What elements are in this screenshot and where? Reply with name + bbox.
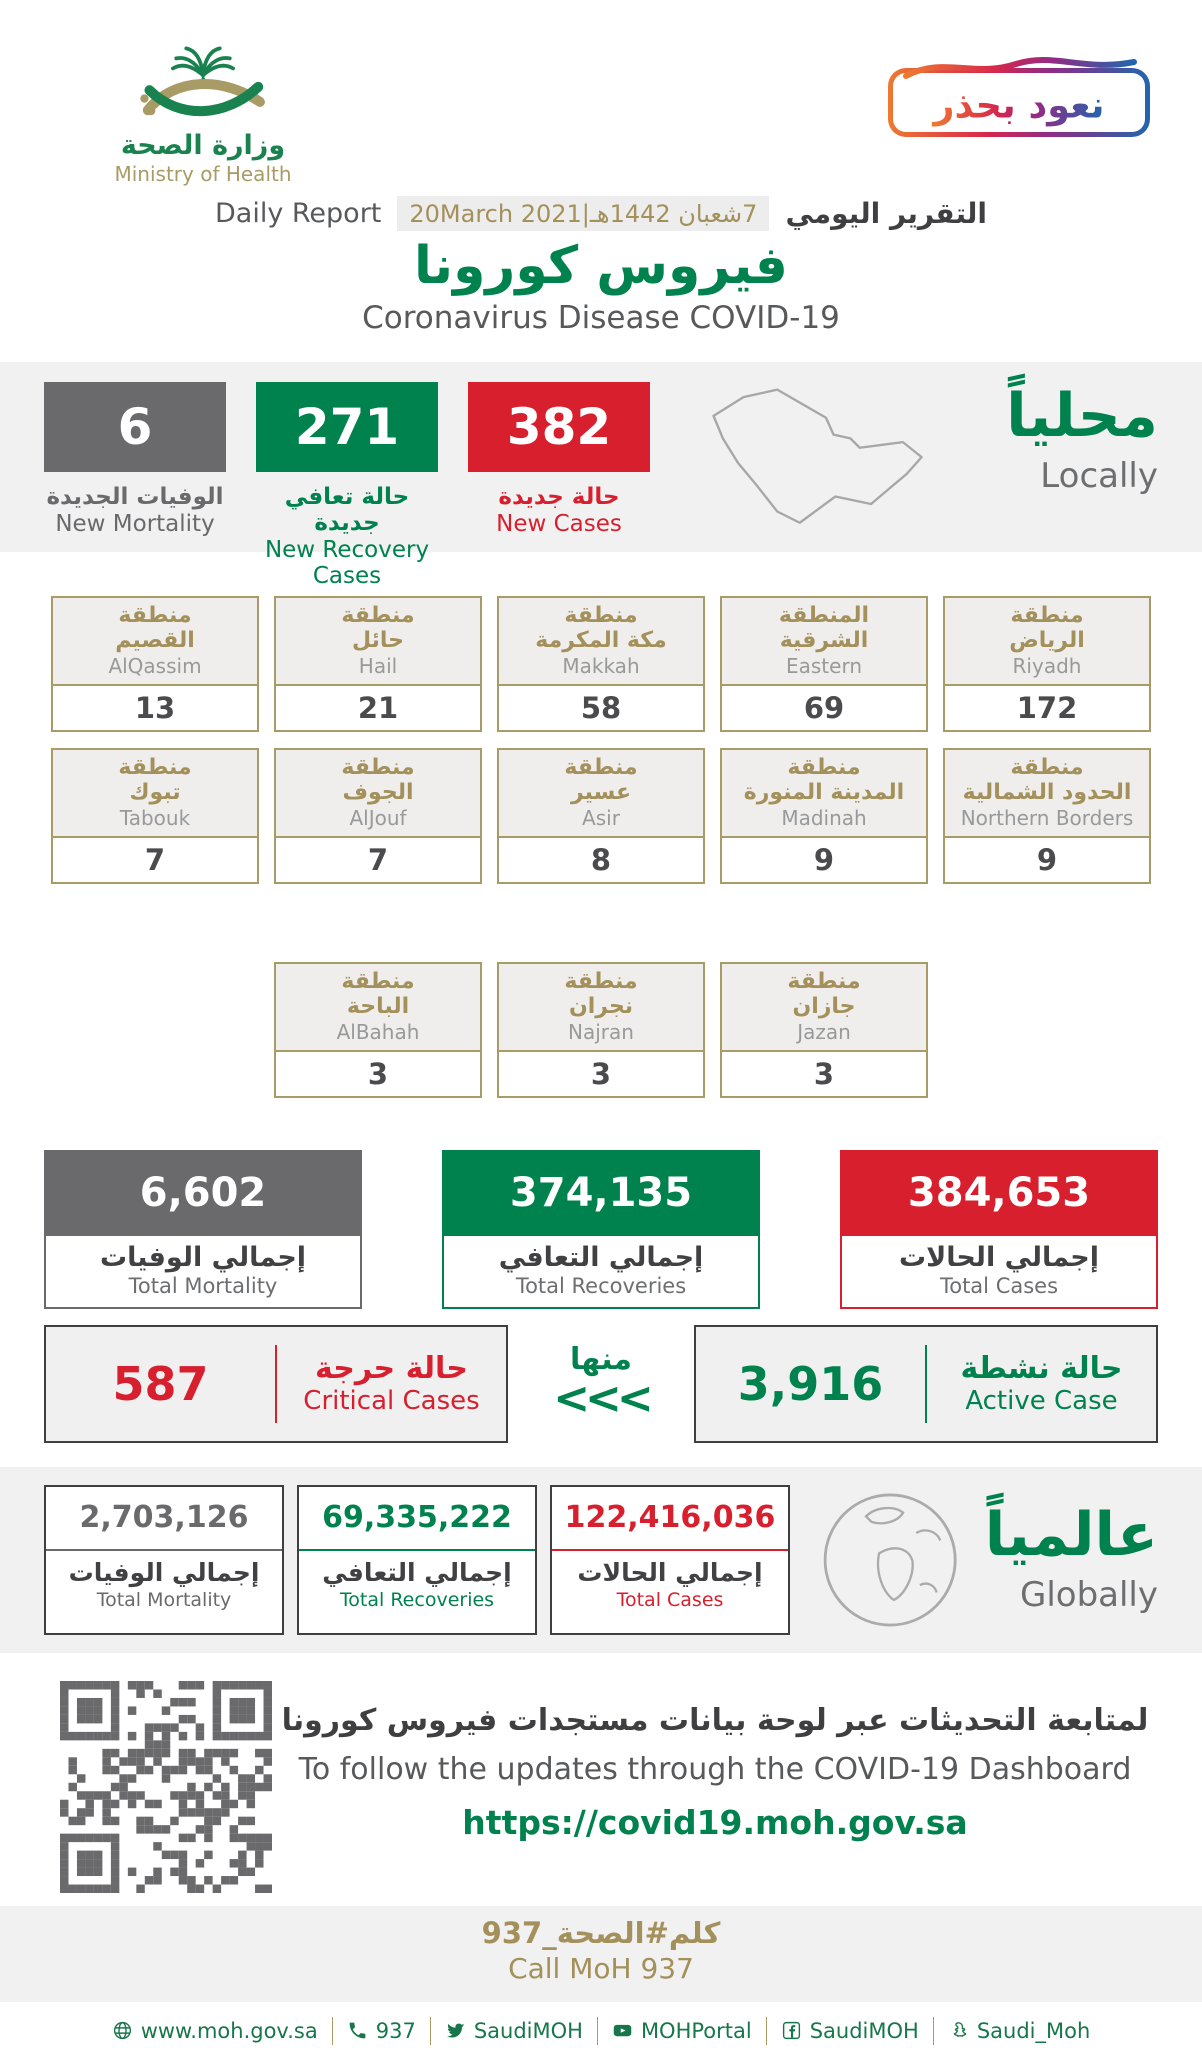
region-value: 13 [53,686,257,730]
snapchat-link-text: Saudi_Moh [976,2018,1091,2043]
of-which-label-ar: منها [570,1342,632,1378]
global-cases-label-en: Total Cases [616,1588,724,1611]
region-ar-line2: عسير [570,779,632,805]
region-value: 7 [53,838,257,882]
global-cases-card [550,1485,790,1635]
locally-label [1006,382,1158,552]
globally-label-ar: عالمياً [984,1499,1158,1570]
new-mortality-label-ar: الوفيات الجديدة [46,483,224,510]
total-mortality-card [44,1150,362,1309]
region-ar-line2: نجران [568,993,634,1019]
region-ar-line1: منطقة [118,754,192,780]
region-card-aljouf [274,748,482,884]
badge-text: نعود بحذر [933,83,1105,127]
total-mortality-value: 6,602 [44,1150,362,1236]
region-value: 9 [722,838,926,882]
link-separator [597,2017,598,2045]
region-card-asir [497,748,705,884]
link-separator [332,2017,333,2045]
global-cases-label-ar: إجمالي الحالات [577,1557,763,1587]
daily-report-label-ar: التقرير اليومي [785,197,987,230]
twitter-icon [445,2020,466,2041]
region-name-en: Najran [568,1020,634,1045]
total-recoveries-label-ar: إجمالي التعافي [498,1241,704,1273]
region-ar-line1: منطقة [564,754,638,780]
chevrons-left-icon: <<< [553,1373,649,1425]
locally-section [0,362,1202,589]
globe-icon [817,1481,967,1639]
report-date [397,196,769,231]
facebook-icon [781,2020,802,2041]
website-link[interactable] [112,2019,318,2043]
region-value: 3 [276,1052,480,1096]
new-recovery-label-ar: حالة تعافي جديدة [284,483,410,536]
totals-row [0,1150,1202,1309]
region-name-en: AlBahah [336,1020,420,1045]
region-name-en: Madinah [781,806,867,831]
region-ar-line2: الباحة [346,993,410,1019]
region-ar-line1: منطقة [1010,602,1084,628]
globally-section [0,1467,1202,1653]
region-ar-line1: منطقة [787,968,861,994]
globally-label [984,1499,1158,1615]
region-ar-line2: الرياض [1009,627,1085,653]
global-mortality-value: 2,703,126 [46,1487,282,1551]
global-recoveries-label-en: Total Recoveries [339,1588,495,1611]
region-ar-line2: الجوف [342,779,414,805]
facebook-link[interactable] [781,2019,919,2043]
moh-logo [88,40,318,186]
active-case-label-ar: حالة نشطة [960,1351,1123,1387]
region-ar-line1: منطقة [564,968,638,994]
dashboard-text [272,1681,1158,1906]
global-cases-value: 122,416,036 [552,1487,788,1551]
region-ar-line1: منطقة [787,754,861,780]
date-separator: | [581,200,590,228]
global-recoveries-card [297,1485,537,1635]
region-name-en: Makkah [562,654,640,679]
new-cases-label-ar: حالة جديدة [498,483,620,510]
saudi-arabia-map-icon [680,384,972,534]
header [0,0,1202,190]
region-name-en: Jazan [797,1020,851,1045]
region-card-najran [497,962,705,1098]
global-mortality-card [44,1485,284,1635]
region-value: 8 [499,838,703,882]
new-recovery-value: 271 [256,382,438,472]
region-ar-line1: منطقة [118,602,192,628]
global-recoveries-label-ar: إجمالي التعافي [322,1557,512,1587]
region-ar-line2: تبوك [129,779,181,805]
of-which-indicator [553,1342,649,1425]
report-date-hijri: 7شعبان 1442هـ [589,200,758,228]
critical-cases-value: 587 [112,1356,209,1411]
region-value: 69 [722,686,926,730]
region-value: 58 [499,686,703,730]
region-name-en: Tabouk [119,806,191,831]
badge-text-art [903,78,1135,130]
new-recovery-stat [256,382,438,589]
total-cases-card [840,1150,1158,1309]
region-ar-line2: جازان [792,993,856,1019]
region-card-alqassim [51,596,259,732]
logo-title-en: Ministry of Health [114,162,292,186]
region-ar-line1: منطقة [341,602,415,628]
new-mortality-label-en: New Mortality [55,510,215,537]
page-title-en: Coronavirus Disease COVID-19 [362,299,840,336]
new-cases-label-en: New Cases [496,510,622,537]
region-card-albahah [274,962,482,1098]
global-mortality-label-en: Total Mortality [96,1588,232,1611]
youtube-link[interactable] [612,2019,752,2043]
regions-row-2 [51,748,1151,884]
dashboard-url-link[interactable]: https://covid19.moh.gov.sa [462,1802,968,1842]
link-separator [766,2017,767,2045]
website-link-text: www.moh.gov.sa [140,2018,318,2043]
region-name-en: Eastern [785,654,862,679]
region-value: 3 [499,1052,703,1096]
active-case-label-en: Active Case [965,1386,1118,1417]
facebook-link-text: SaudiMOH [809,2018,919,2043]
locally-label-en: Locally [1040,455,1158,496]
globally-label-en: Globally [1019,1574,1158,1615]
region-value: 3 [722,1052,926,1096]
dashboard-line-en: To follow the updates through the COVID-19 Dashboard [298,1751,1132,1787]
global-mortality-label-ar: إجمالي الوفيات [68,1557,260,1587]
region-ar-line1: منطقة [564,602,638,628]
link-separator [430,2017,431,2045]
badge-wave-icon [902,52,1138,82]
total-mortality-label-en: Total Mortality [128,1273,278,1298]
new-cases-stat [468,382,650,552]
active-case-box [694,1325,1158,1443]
phone-link[interactable] [347,2019,416,2043]
regions-grid [0,552,1202,1098]
region-name-en: Hail [358,654,398,679]
critical-active-row [0,1325,1202,1443]
region-value: 9 [945,838,1149,882]
region-card-eastern [720,596,928,732]
logo-title-ar: وزارة الصحة [120,130,286,161]
region-card-madinah [720,748,928,884]
total-cases-label-ar: إجمالي الحالات [898,1241,1100,1273]
youtube-link-text: MOHPortal [640,2018,752,2043]
region-name-en: Northern Borders [960,806,1134,831]
region-name-en: Riyadh [1012,654,1082,679]
region-name-en: AlQassim [108,654,202,679]
total-recoveries-label-en: Total Recoveries [515,1273,687,1298]
region-ar-line1: منطقة [341,968,415,994]
call-moh-en: Call MoH 937 [508,1951,694,1985]
total-mortality-label-ar: إجمالي الوفيات [99,1241,307,1273]
social-links-bar [0,2002,1202,2048]
snapchat-link[interactable] [948,2019,1090,2043]
page-title-ar: فيروس كورونا [414,236,788,296]
region-card-jazan [720,962,928,1098]
region-ar-line1: منطقة [1010,754,1084,780]
twitter-link[interactable] [445,2019,583,2043]
region-ar-line2: الحدود الشمالية [962,779,1132,805]
dashboard-section [0,1653,1202,1906]
region-card-tabouk [51,748,259,884]
region-ar-line1: منطقة [341,754,415,780]
phone-icon [347,2020,368,2041]
call-moh-ar: كلم#الصحة_937 [481,1915,721,1950]
youtube-icon [612,2020,633,2041]
report-date-gregorian: 20March 2021 [409,200,582,228]
critical-cases-label-en: Critical Cases [303,1386,480,1417]
global-recoveries-value: 69,335,222 [299,1487,535,1551]
region-value: 21 [276,686,480,730]
region-value: 172 [945,686,1149,730]
total-recoveries-card [442,1150,760,1309]
new-cases-value: 382 [468,382,650,472]
region-ar-line2: المدينة المنورة [743,779,905,805]
daily-report-label-en: Daily Report [214,198,382,229]
region-ar-line2: الشرقية [779,627,869,653]
new-recovery-label-en: New Recovery Cases [264,536,430,589]
moh-logo-icon [128,40,278,132]
phone-link-text: 937 [375,2018,416,2043]
date-line [0,196,1202,231]
regions-row-3 [51,962,1151,1098]
region-name-en: AlJouf [349,806,407,831]
region-value: 7 [276,838,480,882]
regions-row-1 [51,596,1151,732]
region-card-riyadh [943,596,1151,732]
link-separator [933,2017,934,2045]
region-name-en: Asir [582,806,620,831]
twitter-link-text: SaudiMOH [473,2018,583,2043]
total-cases-label-en: Total Cases [939,1273,1059,1298]
total-recoveries-value: 374,135 [442,1150,760,1236]
return-with-caution-badge [888,68,1150,137]
critical-cases-label-ar: حالة حرجة [315,1351,468,1387]
region-card-northern-borders [943,748,1151,884]
region-card-makkah [497,596,705,732]
new-mortality-stat [44,382,226,552]
dashboard-line-ar: لمتابعة التحديثات عبر لوحة بيانات مستجدات فيروس كورونا [281,1702,1149,1738]
critical-cases-box [44,1325,508,1443]
snapchat-icon [948,2020,969,2041]
qr-code [60,1681,272,1893]
new-mortality-value: 6 [44,382,226,472]
call-moh-band [0,1906,1202,2002]
title-block [0,196,1202,336]
region-ar-line2: مكة المكرمة [535,627,667,653]
locally-label-ar: محلياً [1006,380,1158,451]
active-case-value: 3,916 [737,1356,884,1411]
region-card-hail [274,596,482,732]
region-ar-line1: المنطقة [778,602,870,628]
total-cases-value: 384,653 [840,1150,1158,1236]
region-ar-line2: حائل [351,627,404,653]
region-ar-line2: القصيم [115,627,195,653]
globe-icon [112,2020,133,2041]
